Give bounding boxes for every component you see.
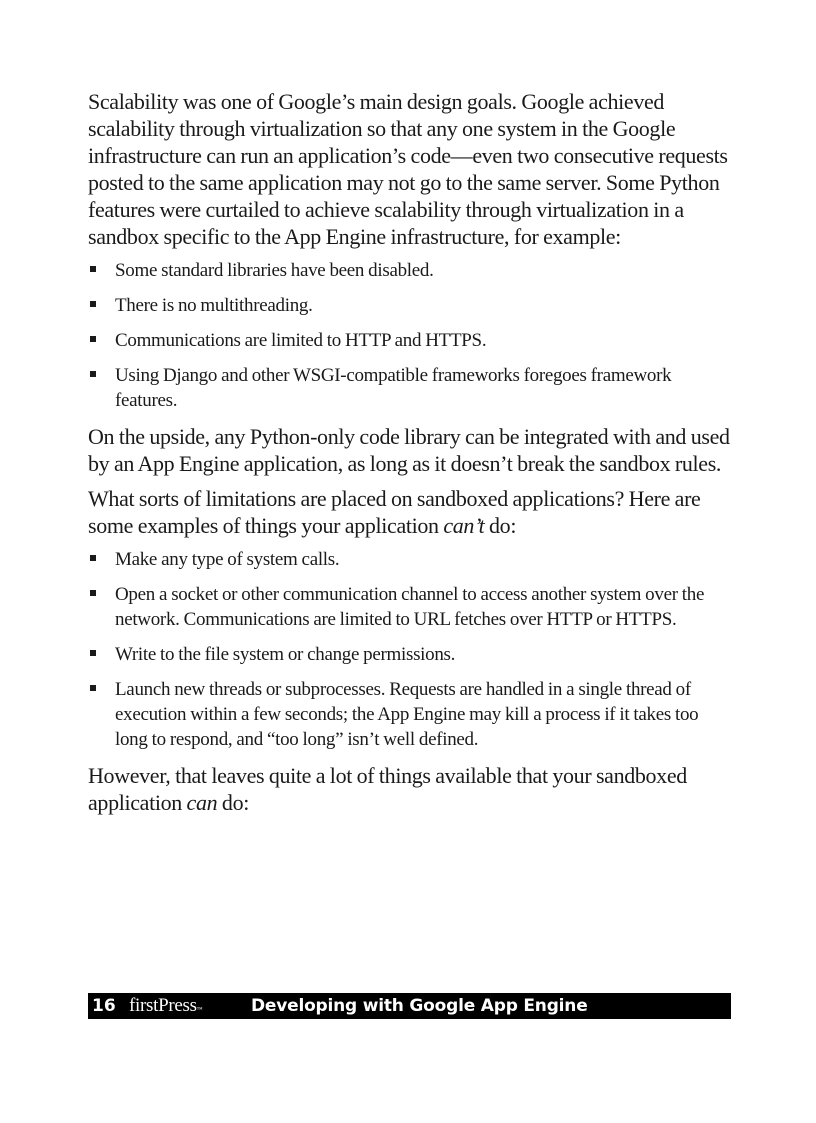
- list-item-text: Some standard libraries have been disabled.: [115, 260, 434, 281]
- list-item: [88, 293, 733, 318]
- emphasis-cant: can’t: [443, 513, 485, 538]
- text-run: do:: [484, 513, 517, 538]
- page-footer-bar: [88, 993, 731, 1019]
- list-item: [88, 258, 733, 283]
- publisher-brand: [129, 995, 202, 1017]
- paragraph-upside: On the upside, any Python-only code library can be integrated with and used by an App Engine application, as long as it doesn’t break the sandbox rules.: [88, 424, 730, 476]
- square-bullet-icon: [90, 590, 96, 596]
- list-item-text: Open a socket or other communication channel to access another system over the network. Communications are limited to URL fetches over HTTP or HTTPS.: [115, 584, 705, 630]
- list-item-text: There is no multithreading.: [115, 295, 313, 316]
- square-bullet-icon: [90, 650, 96, 656]
- list-item: [88, 642, 733, 667]
- square-bullet-icon: [90, 555, 96, 561]
- paragraph-can-do: [88, 762, 733, 816]
- list-item: [88, 363, 733, 413]
- list-item-text: Communications are limited to HTTP and HTTPS.: [115, 330, 487, 351]
- square-bullet-icon: [90, 371, 96, 377]
- list-item-text: Make any type of system calls.: [115, 549, 340, 570]
- square-bullet-icon: [90, 336, 96, 342]
- trademark-mark: ™: [196, 1007, 203, 1013]
- list-item: [88, 677, 733, 752]
- bullet-list-curtailed-features: [88, 258, 733, 413]
- paragraph-limitations: [88, 485, 733, 539]
- text-run: do:: [217, 790, 249, 815]
- bullet-list-cant-do: [88, 547, 733, 752]
- list-item-text: Using Django and other WSGI-compatible frameworks foregoes framework features.: [115, 365, 672, 411]
- square-bullet-icon: [90, 301, 96, 307]
- text-run: What sorts of limitations are placed on sandboxed applications? Here are some examples of things your application: [88, 486, 701, 538]
- square-bullet-icon: [90, 266, 96, 272]
- emphasis-can: can: [186, 790, 218, 815]
- page-body: [88, 88, 733, 824]
- list-item: [88, 582, 733, 632]
- list-item-text: Launch new threads or subprocesses. Requests are handled in a single thread of execution within a few seconds; the App Engine may kill a process if it takes too long to respond, and “too long” isn’t well defined.: [115, 679, 699, 750]
- book-title: Developing with Google App Engine: [251, 996, 588, 1016]
- brand-name: firstPress: [129, 995, 197, 1016]
- text-run: However, that leaves quite a lot of things available that your sandboxed application: [88, 763, 687, 815]
- page-number: 16: [92, 996, 116, 1016]
- paragraph-scalability: Scalability was one of Google’s main design goals. Google achieved scalability through virtualization so that any one system in the Google infrastructure can run an application’s code—even two consecutive requests posted to the same application may not go to the same server. Some Python features were curtailed to achieve scalability through virtualization in a sandbox specific to the App Engine infrastructure, for example:: [88, 89, 728, 249]
- list-item-text: Write to the file system or change permissions.: [115, 644, 456, 665]
- square-bullet-icon: [90, 685, 96, 691]
- list-item: [88, 328, 733, 353]
- list-item: [88, 547, 733, 572]
